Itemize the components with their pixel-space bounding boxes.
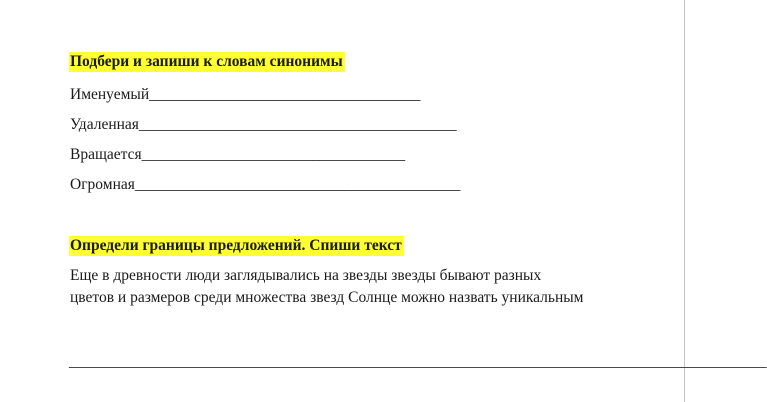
- task2-text-line-1: Еще в древности люди заглядывались на звезды звезды бывают разных: [70, 267, 542, 284]
- page-edge: [684, 0, 685, 402]
- task1-heading: Подбери и запиши к словам синонимы: [70, 53, 343, 70]
- synonym-line-3: Вращается__________________________________: [70, 146, 406, 163]
- synonym-line-1: Именуемый___________________________________: [70, 86, 421, 103]
- task2-text-line-2: цветов и размеров среди множества звезд Солнце можно назвать уникальным: [70, 289, 584, 306]
- answer-line: __________________________________________________________________________________________: [69, 353, 767, 370]
- synonym-line-4: Огромная__________________________________________: [70, 176, 461, 193]
- task2-heading: Определи границы предложений. Спиши текст: [70, 237, 402, 254]
- synonym-line-2: Удаленная_________________________________________: [70, 116, 457, 133]
